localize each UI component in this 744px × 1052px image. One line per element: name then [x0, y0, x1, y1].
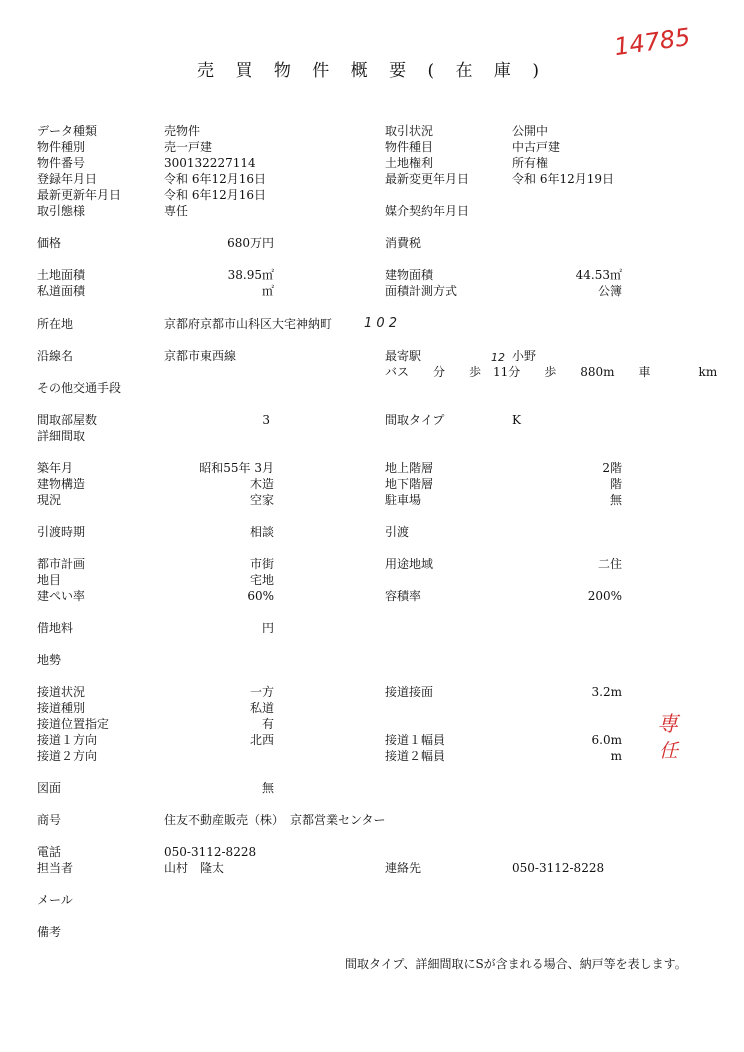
label-road-status: 接道状況 — [37, 685, 86, 699]
value-road-width-2: m — [610, 749, 622, 763]
value-private-road-area: ㎡ — [261, 284, 274, 298]
label-phone: 電話 — [37, 845, 62, 859]
label-floors-below: 地下階層 — [385, 477, 434, 491]
label-tax: 消費税 — [385, 236, 422, 250]
value-property-number: 300132227114 — [164, 156, 256, 170]
value-registration-date: 令和 6年12月16日 — [164, 172, 266, 186]
value-nearest-station: 小野 — [512, 349, 537, 363]
value-parking: 無 — [609, 493, 622, 507]
value-property-kind: 売一戸建 — [164, 140, 213, 154]
value-road-designation: 有 — [261, 717, 274, 731]
page-title: 売 買 物 件 概 要 ( 在 庫 ) — [197, 61, 547, 81]
label-deal-mode: 取引態様 — [37, 204, 86, 218]
label-drawing: 図面 — [37, 781, 62, 795]
label-parking: 駐車場 — [385, 493, 422, 507]
label-floors-above: 地上階層 — [385, 461, 434, 475]
handwritten-stamp-char-1: 専 — [657, 712, 678, 736]
label-nearest-station: 最寄駅 — [385, 349, 422, 363]
value-area-method: 公簿 — [597, 284, 622, 298]
value-road-frontage: 3.2m — [591, 685, 622, 699]
label-email: メール — [37, 893, 73, 907]
label-latest-update-date: 最新更新年月日 — [37, 188, 122, 202]
value-contact: 050-3112-8228 — [512, 861, 605, 875]
label-coverage-ratio: 建ぺい率 — [37, 589, 86, 603]
value-property-item: 中古戸建 — [512, 140, 561, 154]
value-land-area: 38.95㎡ — [227, 268, 274, 282]
label-price: 価格 — [37, 236, 62, 250]
value-layout-type: K — [512, 413, 521, 427]
value-road-kind: 私道 — [249, 701, 274, 715]
value-room-count: 3 — [262, 413, 270, 427]
label-staff: 担当者 — [37, 861, 74, 875]
value-road-status: 一方 — [249, 685, 274, 699]
label-condition: 現況 — [37, 493, 62, 507]
label-handover-time: 引渡時期 — [37, 525, 86, 539]
value-handover-time: 相談 — [249, 525, 274, 539]
value-floor-area-ratio: 200% — [587, 589, 622, 603]
label-company: 商号 — [37, 813, 62, 827]
value-road-width-1: 6.0m — [591, 733, 622, 747]
label-address: 所在地 — [37, 317, 74, 331]
label-structure: 建物構造 — [37, 477, 86, 491]
value-latest-change-date: 令和 6年12月19日 — [512, 172, 614, 186]
value-staff: 山村 隆太 — [164, 861, 225, 875]
label-built-date: 築年月 — [37, 461, 74, 475]
value-railway-line: 京都市東西線 — [164, 349, 237, 363]
value-built-date: 昭和55年 3月 — [199, 461, 274, 475]
value-road-direction-1: 北西 — [249, 733, 274, 747]
label-lease-fee: 借地料 — [37, 621, 74, 635]
label-road-designation: 接道位置指定 — [37, 717, 110, 731]
label-road-width-1: 接道１幅員 — [385, 733, 446, 747]
value-coverage-ratio: 60% — [247, 589, 274, 603]
value-data-type: 売物件 — [164, 124, 201, 138]
handwritten-stamp-char-2: 任 — [659, 740, 679, 762]
label-zoning: 用途地域 — [385, 557, 434, 571]
label-contact: 連絡先 — [385, 861, 422, 875]
bus-walk-line: バス 分 歩 11分 歩 880m 車 km — [385, 365, 718, 379]
value-condition: 空家 — [249, 493, 274, 507]
value-address: 京都府京都市山科区大宅神納町 — [164, 317, 333, 331]
value-drawing: 無 — [261, 781, 274, 795]
label-handover: 引渡 — [385, 525, 410, 539]
label-deal-status: 取引状況 — [385, 124, 434, 138]
label-data-type: データ種類 — [37, 124, 98, 138]
value-latest-update-date: 令和 6年12月16日 — [164, 188, 266, 202]
label-land-category: 地目 — [37, 573, 62, 587]
label-room-count: 間取部屋数 — [37, 413, 98, 427]
label-road-direction-2: 接道２方向 — [37, 749, 98, 763]
value-lease-fee: 円 — [261, 621, 274, 635]
handwritten-address-note: 1 0 2 — [364, 316, 398, 331]
value-deal-mode: 専任 — [164, 204, 189, 218]
label-road-width-2: 接道２幅員 — [385, 749, 446, 763]
label-road-kind: 接道種別 — [37, 701, 86, 715]
value-floors-above: 2階 — [602, 461, 622, 475]
label-layout-type: 間取タイプ — [385, 413, 445, 427]
label-road-direction-1: 接道１方向 — [37, 733, 98, 747]
value-structure: 木造 — [249, 477, 274, 491]
handwritten-doc-number: 14785 — [612, 22, 692, 62]
label-registration-date: 登録年月日 — [37, 172, 98, 186]
value-deal-status: 公開中 — [512, 124, 549, 138]
value-land-right: 所有権 — [512, 156, 549, 170]
label-floor-area-ratio: 容積率 — [385, 589, 422, 603]
handwritten-station-note: 12 — [491, 351, 505, 364]
label-land-area: 土地面積 — [37, 268, 86, 282]
value-floors-below: 階 — [609, 477, 622, 491]
label-other-access: その他交通手段 — [37, 381, 122, 395]
value-company: 住友不動産販売（株） 京都営業センター — [164, 813, 386, 827]
value-price: 680万円 — [227, 236, 274, 250]
label-land-right: 土地権利 — [385, 156, 434, 170]
label-road-frontage: 接道接面 — [385, 685, 434, 699]
label-layout-detail: 詳細間取 — [37, 429, 86, 443]
label-remarks: 備考 — [37, 925, 62, 939]
label-private-road-area: 私道面積 — [37, 284, 86, 298]
label-building-area: 建物面積 — [385, 268, 434, 282]
footnote: 間取タイプ、詳細間取にSが含まれる場合、納戸等を表します。 — [345, 957, 687, 971]
value-building-area: 44.53㎡ — [575, 268, 622, 282]
value-land-category: 宅地 — [249, 573, 274, 587]
label-city-plan: 都市計画 — [37, 557, 86, 571]
value-phone: 050-3112-8228 — [164, 845, 257, 859]
value-city-plan: 市街 — [249, 557, 274, 571]
label-latest-change-date: 最新変更年月日 — [385, 172, 470, 186]
label-property-kind: 物件種別 — [37, 140, 86, 154]
value-zoning: 二住 — [597, 557, 622, 571]
label-mediation-date: 媒介契約年月日 — [385, 204, 470, 218]
label-property-item: 物件種目 — [385, 140, 434, 154]
label-terrain: 地勢 — [37, 653, 62, 667]
label-area-method: 面積計測方式 — [385, 284, 458, 298]
label-property-number: 物件番号 — [37, 156, 86, 170]
label-railway-line: 沿線名 — [37, 349, 74, 363]
